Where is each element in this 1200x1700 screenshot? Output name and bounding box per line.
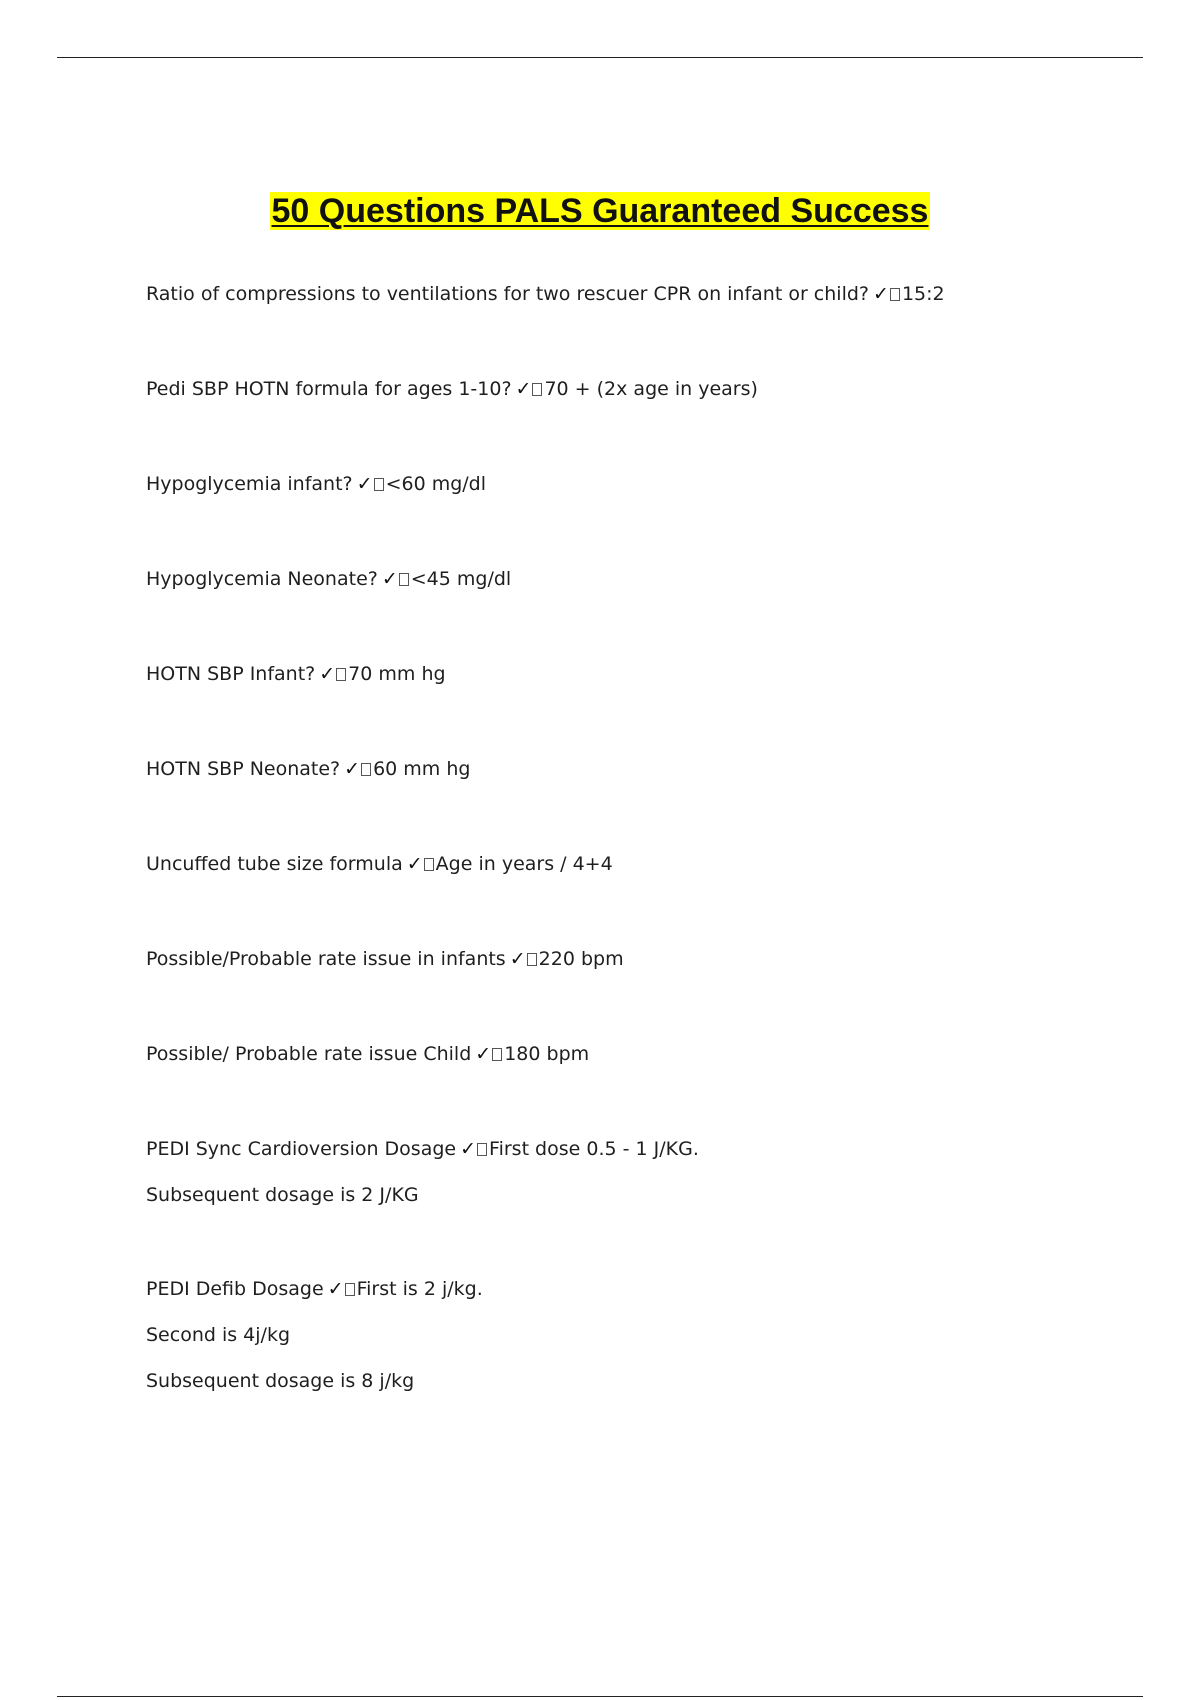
box-icon — [890, 288, 900, 301]
question-text: HOTN SBP Neonate? — [146, 758, 341, 780]
answer-text: Age in years / 4+4 — [435, 853, 613, 875]
answer-text: <60 mg/dl — [385, 473, 487, 495]
qa-line — [146, 472, 1086, 496]
answer-text: 220 bpm — [538, 948, 624, 970]
question-text: PEDI Defib Dosage — [146, 1278, 324, 1300]
answer-text: 180 bpm — [504, 1043, 590, 1065]
footer-rule — [57, 1696, 1143, 1697]
checkmark-icon: ✓ — [319, 663, 336, 685]
qa-line — [146, 1137, 1086, 1161]
box-icon — [345, 1283, 355, 1296]
box-icon — [336, 668, 346, 681]
answer-text: First is 2 j/kg. — [356, 1278, 483, 1300]
answer-marker — [407, 852, 436, 876]
qa-line — [146, 757, 1086, 781]
qa-line — [146, 1277, 1086, 1301]
qa-line — [146, 852, 1086, 876]
answer-continuation: Second is 4j/kg — [146, 1324, 291, 1346]
qa-line — [146, 567, 1086, 591]
qa-line — [146, 282, 1086, 306]
qa-item — [146, 282, 1086, 306]
answer-text: <45 mg/dl — [410, 568, 512, 590]
qa-item — [146, 377, 1086, 401]
answer-continuation: Subsequent dosage is 2 J/KG — [146, 1184, 419, 1206]
answer-marker — [328, 1277, 357, 1301]
question-text: PEDI Sync Cardioversion Dosage — [146, 1138, 457, 1160]
answer-marker — [475, 1042, 504, 1066]
checkmark-icon: ✓ — [509, 948, 526, 970]
answer-text: First dose 0.5 - 1 J/KG. — [489, 1138, 699, 1160]
qa-line — [146, 662, 1086, 686]
question-text: Pedi SBP HOTN formula for ages 1-10? — [146, 378, 512, 400]
qa-line — [146, 1042, 1086, 1066]
qa-item — [146, 757, 1086, 781]
checkmark-icon: ✓ — [356, 473, 373, 495]
title-container — [0, 192, 1200, 230]
checkmark-icon: ✓ — [475, 1043, 492, 1065]
checkmark-icon: ✓ — [381, 568, 398, 590]
answer-marker — [516, 377, 545, 401]
box-icon — [399, 573, 409, 586]
box-icon — [527, 953, 537, 966]
qa-item — [146, 947, 1086, 971]
question-text: HOTN SBP Infant? — [146, 663, 316, 685]
qa-item — [146, 567, 1086, 591]
document-title: 50 Questions PALS Guaranteed Success — [271, 192, 929, 230]
answer-continuation: Subsequent dosage is 8 j/kg — [146, 1370, 415, 1392]
checkmark-icon: ✓ — [460, 1138, 477, 1160]
box-icon — [424, 858, 434, 871]
question-text: Possible/ Probable rate issue Child — [146, 1043, 472, 1065]
qa-line — [146, 947, 1086, 971]
checkmark-icon: ✓ — [344, 758, 361, 780]
question-text: Ratio of compressions to ventilations for two rescuer CPR on infant or child? — [146, 283, 870, 305]
checkmark-icon: ✓ — [873, 283, 889, 305]
box-icon — [477, 1143, 487, 1156]
qa-item — [146, 852, 1086, 876]
answer-marker — [460, 1137, 489, 1161]
answer-text: 70 + (2x age in years) — [544, 378, 758, 400]
qa-item — [146, 1137, 1086, 1207]
box-icon — [492, 1048, 502, 1061]
box-icon — [374, 478, 384, 491]
header-rule — [57, 57, 1143, 58]
box-icon — [532, 383, 542, 396]
checkmark-icon: ✓ — [406, 853, 423, 875]
qa-item — [146, 1042, 1086, 1066]
box-icon — [361, 763, 371, 776]
checkmark-icon: ✓ — [515, 378, 532, 400]
qa-list — [146, 282, 1086, 1463]
question-text: Hypoglycemia infant? — [146, 473, 353, 495]
answer-marker — [357, 472, 386, 496]
checkmark-icon: ✓ — [327, 1278, 344, 1300]
answer-marker — [510, 947, 539, 971]
answer-text: 60 mm hg — [373, 758, 471, 780]
answer-marker — [873, 282, 902, 306]
answer-text: 70 mm hg — [348, 663, 446, 685]
question-text: Possible/Probable rate issue in infants — [146, 948, 506, 970]
question-text: Uncuffed tube size formula — [146, 853, 403, 875]
answer-text: 15:2 — [901, 283, 945, 305]
answer-marker — [344, 757, 373, 781]
qa-item — [146, 662, 1086, 686]
qa-item — [146, 1277, 1086, 1393]
qa-line — [146, 377, 1086, 401]
answer-marker — [382, 567, 411, 591]
answer-marker — [319, 662, 348, 686]
question-text: Hypoglycemia Neonate? — [146, 568, 378, 590]
qa-item — [146, 472, 1086, 496]
